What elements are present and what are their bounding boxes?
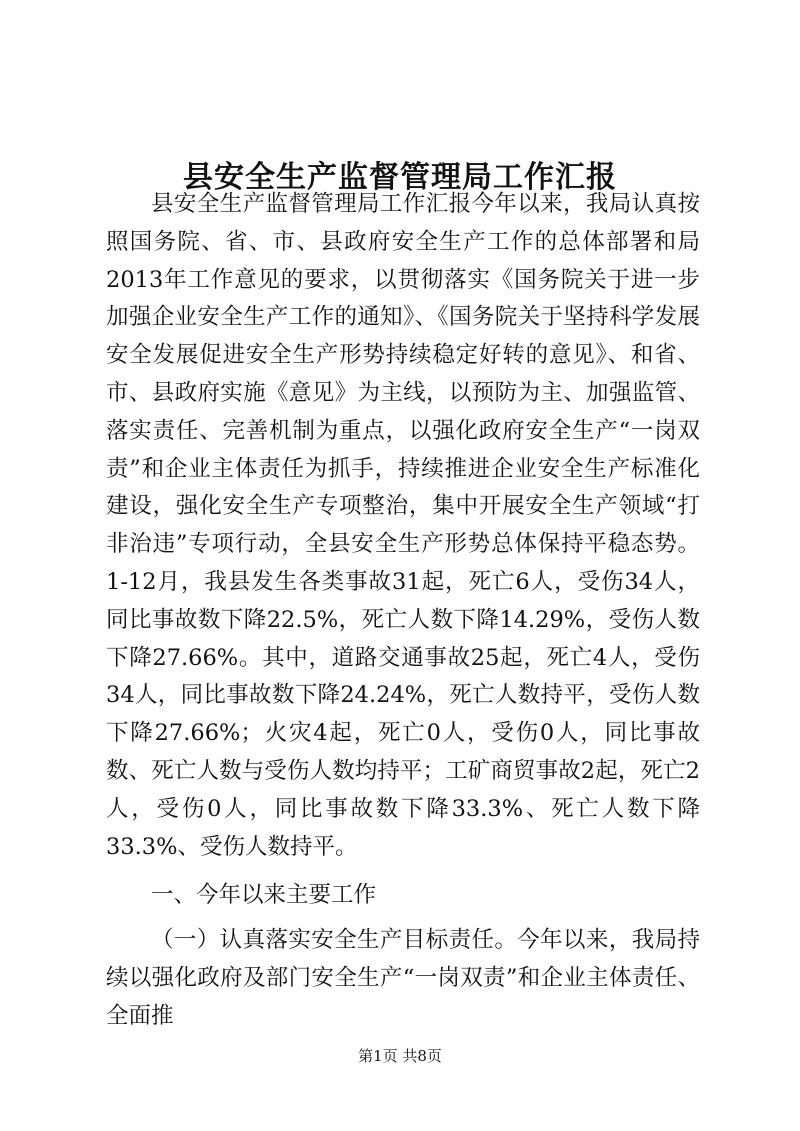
document-title: 县安全生产监督管理局工作汇报 bbox=[183, 160, 617, 196]
subsection-paragraph: （一）认真落实安全生产目标责任。今年以来，我局持续以强化政府及部门安全生产“一岗双责”和企业主体责任、全面推 bbox=[106, 927, 700, 1029]
document-body bbox=[106, 186, 700, 1036]
section-heading: 一、今年以来主要工作 bbox=[151, 882, 377, 909]
intro-paragraph: 县安全生产监督管理局工作汇报今年以来，我局认真按照国务院、省、市、县政府安全生产工作的总体部署和局2013年工作意见的要求，以贯彻落实《国务院关于进一步加强企业安全生产工作的通知》、《国务院关于坚持科学发展安全发展促进安全生产形势持续稳定好转的意见》、和省、市、县政府实施《意见》为主线，以预防为主、加强监管、落实责任、完善机制为重点，以强化政府安全生产“一岗双责”和企业主体责任为抓手，持续推进企业安全生产标准化建设，强化安全生产专项整治，集中开展安全生产领域“打非治违”专项行动，全县安全生产形势总体保持平稳态势。1-12月，我县发生各类事故31起，死亡6人，受伤34人，同比事故数下降22.5%，死亡人数下降14.29%，受伤人数下降27.66%。其中，道路交通事故25起，死亡4人，受伤34人，同比事故数下降24.24%，死亡人数持平，受伤人数下降27.66%；火灾4起，死亡0人，受伤0人，同比事故数、死亡人数与受伤人数均持平；工矿商贸事故2起，死亡2人，受伤0人，同比事故数下降33.3%、死亡人数下降33.3%、受伤人数持平。 bbox=[106, 191, 700, 860]
page-footer: 第1页 共8页 bbox=[358, 1047, 442, 1065]
